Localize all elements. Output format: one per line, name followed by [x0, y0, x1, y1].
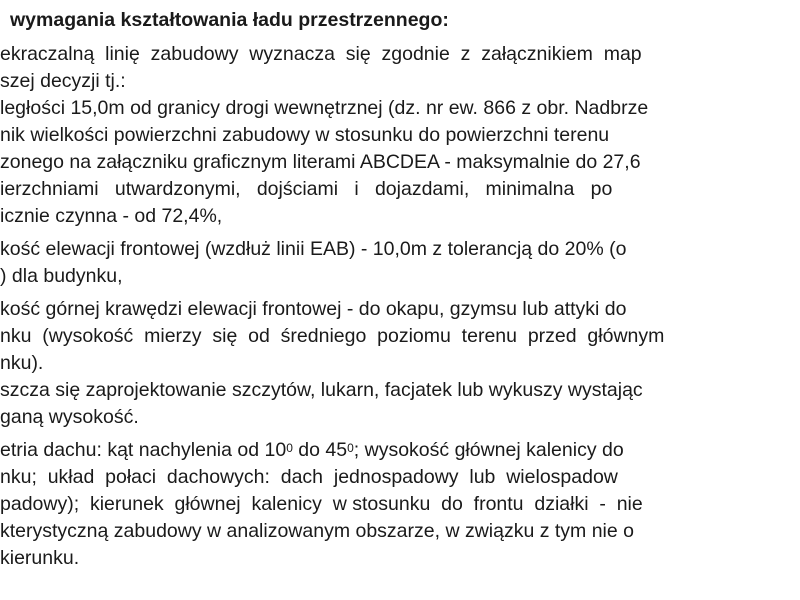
text-line: [0, 264, 800, 290]
line-text: zonego na załączniku graficznym literami ABCDEA - maksymalnie do 27,6: [0, 151, 641, 173]
text-line: [0, 42, 800, 68]
heading-text: wymagania kształtowania ładu przestrzennego:: [10, 9, 449, 31]
text-line: [0, 519, 800, 545]
line-text: ierzchniami utwardzonymi, dojściami i dojazdami, minimalna po: [0, 178, 613, 200]
text-line: [0, 546, 800, 572]
text-line: [0, 351, 800, 377]
line-text: kierunku.: [0, 547, 80, 569]
line-text: nik wielkości powierzchni zabudowy w stosunku do powierzchni terenu: [0, 124, 610, 146]
text-line: [0, 378, 800, 404]
line-text: ekraczalną linię zabudowy wyznacza się zgodnie z załącznikiem map: [0, 43, 642, 65]
text-line: [0, 324, 800, 350]
line-text: etria dachu: kąt nachylenia od 10: [0, 439, 287, 461]
text-line: [0, 237, 800, 263]
text-line: [0, 123, 800, 149]
line-text: nku (wysokość mierzy się od średniego poziomu terenu przed głównym: [0, 325, 665, 347]
line-text: kterystyczną zabudowy w analizowanym obszarze, w związku z tym nie o: [0, 520, 634, 542]
text-line: [0, 492, 800, 518]
line-text: szej decyzji tj.:: [0, 70, 126, 92]
line-text: ) dla budynku,: [0, 265, 123, 287]
line-text: ; wysokość głównej kalenicy do: [353, 439, 624, 461]
text-line: [0, 438, 800, 464]
line-text: kość elewacji frontowej (wzdłuż linii EAB) - 10,0m z tolerancją do 20% (o: [0, 238, 627, 260]
section-heading: [10, 8, 800, 34]
degree-superscript: 0: [347, 441, 354, 455]
line-text: do 45: [292, 439, 348, 461]
line-text: kość górnej krawędzi elewacji frontowej - do okapu, gzymsu lub attyki do: [0, 298, 627, 320]
line-text: padowy); kierunek głównej kalenicy w stosunku do frontu działki - nie: [0, 493, 643, 515]
line-text: ganą wysokość.: [0, 406, 139, 428]
text-line: [0, 96, 800, 122]
text-line: [0, 177, 800, 203]
degree-superscript: 0: [286, 441, 293, 455]
text-line: [0, 297, 800, 323]
line-text: ległości 15,0m od granicy drogi wewnętrznej (dz. nr ew. 866 z obr. Nadbrze: [0, 97, 649, 119]
text-line: [0, 405, 800, 431]
line-text: nku).: [0, 352, 44, 374]
line-text: icznie czynna - od 72,4%,: [0, 205, 223, 227]
line-text: nku; układ połaci dachowych: dach jednospadowy lub wielospadow: [0, 466, 618, 488]
text-line: [0, 204, 800, 230]
line-text: szcza się zaprojektowanie szczytów, lukarn, facjatek lub wykuszy wystając: [0, 379, 643, 401]
text-line: [0, 465, 800, 491]
text-line: [0, 69, 800, 95]
text-line: [0, 150, 800, 176]
